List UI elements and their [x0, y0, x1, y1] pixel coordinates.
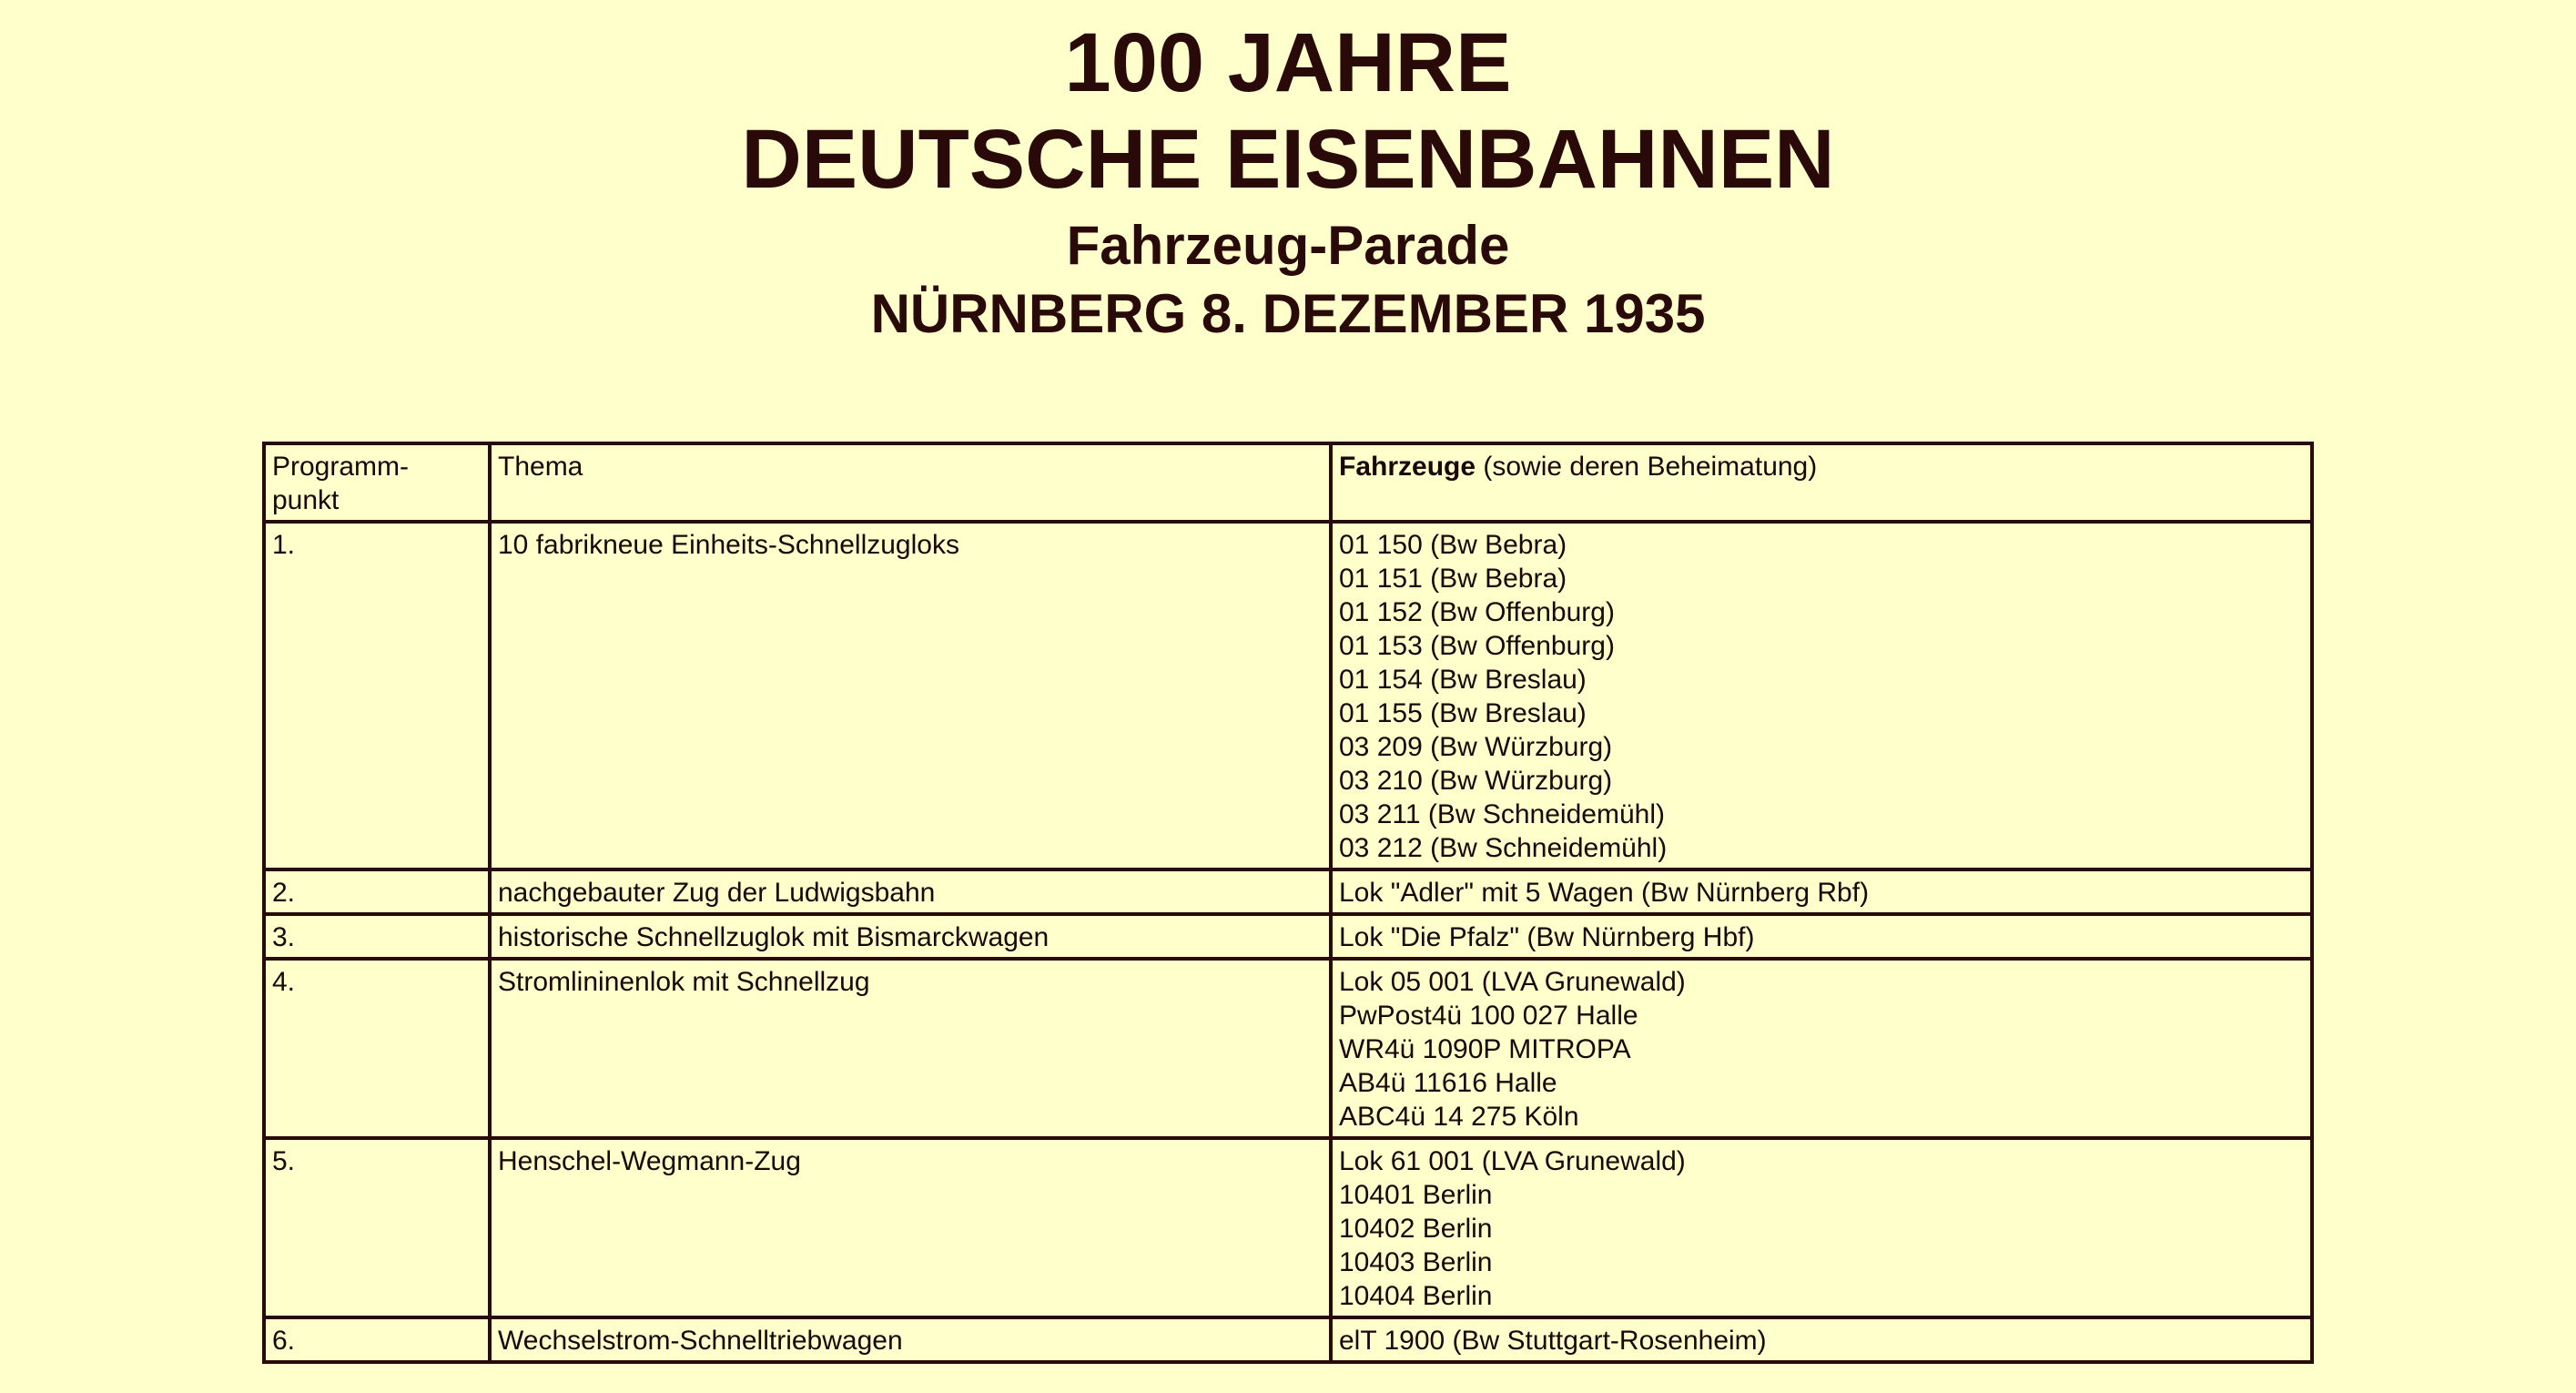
vehicles-cell — [1331, 522, 2312, 869]
vehicle-entry: 01 152 (Bw Offenburg) — [1339, 597, 1615, 627]
vehicle-entry: 01 150 (Bw Bebra) — [1339, 530, 1567, 560]
vehicle-entry: 10403 Berlin — [1339, 1247, 1493, 1277]
column-header-program — [264, 443, 490, 522]
location-date: NÜRNBERG 8. DEZEMBER 1935 — [870, 283, 1706, 344]
vehicle-entry: Lok 05 001 (LVA Grunewald) — [1339, 967, 1686, 997]
program-number-cell: 6. — [264, 1317, 490, 1362]
vehicle-entry: AB4ü 11616 Halle — [1339, 1068, 1557, 1098]
theme-cell: Wechselstrom-Schnelltriebwagen — [490, 1317, 1331, 1362]
column-header-vehicles — [1331, 443, 2312, 522]
vehicle-entry: 10402 Berlin — [1339, 1214, 1493, 1244]
theme-cell: 10 fabrikneue Einheits-Schnellzugloks — [490, 522, 1331, 869]
theme-cell: nachgebauter Zug der Ludwigsbahn — [490, 869, 1331, 914]
vehicle-entry: 01 155 (Bw Breslau) — [1339, 698, 1587, 728]
title-line-2: DEUTSCHE EISENBAHNEN — [741, 113, 1835, 206]
subtitle: Fahrzeug-Parade — [1066, 215, 1510, 276]
vehicle-entry: 03 211 (Bw Schneidemühl) — [1339, 799, 1665, 829]
program-number-cell: 3. — [264, 914, 490, 959]
theme-cell: Stromlininenlok mit Schnellzug — [490, 959, 1331, 1138]
vehicle-entry: 03 212 (Bw Schneidemühl) — [1339, 833, 1668, 863]
vehicle-entry: ABC4ü 14 275 Köln — [1339, 1102, 1579, 1132]
theme-cell: Henschel-Wegmann-Zug — [490, 1138, 1331, 1317]
vehicle-entry: Lok "Die Pfalz" (Bw Nürnberg Hbf) — [1339, 922, 1755, 952]
vehicles-cell — [1331, 1317, 2312, 1362]
column-header-theme: Thema — [490, 443, 1331, 522]
program-number-cell: 2. — [264, 869, 490, 914]
document-header — [0, 15, 2576, 346]
table-row — [264, 522, 2312, 869]
program-number-cell: 4. — [264, 959, 490, 1138]
vehicle-entry: 03 209 (Bw Würzburg) — [1339, 732, 1613, 762]
column-header-program-line2: punkt — [272, 485, 340, 515]
vehicles-cell — [1331, 1138, 2312, 1317]
vehicle-entry: Lok "Adler" mit 5 Wagen (Bw Nürnberg Rbf) — [1339, 878, 1870, 908]
program-number-cell: 1. — [264, 522, 490, 869]
vehicle-entry: 01 153 (Bw Offenburg) — [1339, 631, 1615, 661]
table-row — [264, 869, 2312, 914]
table-row — [264, 959, 2312, 1138]
vehicle-entry: 03 210 (Bw Würzburg) — [1339, 766, 1613, 796]
parade-table — [262, 442, 2314, 1364]
table-body — [264, 522, 2312, 1362]
table-row — [264, 1138, 2312, 1317]
vehicle-entry: 01 154 (Bw Breslau) — [1339, 665, 1587, 695]
column-header-vehicles-note: (sowie deren Beheimatung) — [1476, 452, 1818, 482]
vehicles-cell — [1331, 959, 2312, 1138]
table-row — [264, 1317, 2312, 1362]
vehicle-entry: WR4ü 1090P MITROPA — [1339, 1034, 1631, 1064]
vehicle-entry: 01 151 (Bw Bebra) — [1339, 564, 1567, 594]
vehicle-entry: elT 1900 (Bw Stuttgart-Rosenheim) — [1339, 1326, 1767, 1356]
vehicle-entry: 10401 Berlin — [1339, 1180, 1493, 1210]
column-header-vehicles-bold: Fahrzeuge — [1339, 452, 1476, 482]
vehicle-entry: PwPost4ü 100 027 Halle — [1339, 1001, 1638, 1031]
vehicle-entry: Lok 61 001 (LVA Grunewald) — [1339, 1146, 1686, 1176]
column-header-program-line1: Programm- — [272, 452, 410, 482]
theme-cell: historische Schnellzuglok mit Bismarckwagen — [490, 914, 1331, 959]
vehicle-entry: 10404 Berlin — [1339, 1281, 1493, 1311]
table-row — [264, 914, 2312, 959]
vehicles-cell — [1331, 914, 2312, 959]
vehicles-cell — [1331, 869, 2312, 914]
program-number-cell: 5. — [264, 1138, 490, 1317]
table-header-row — [264, 443, 2312, 522]
title-line-1: 100 JAHRE — [1064, 16, 1512, 109]
